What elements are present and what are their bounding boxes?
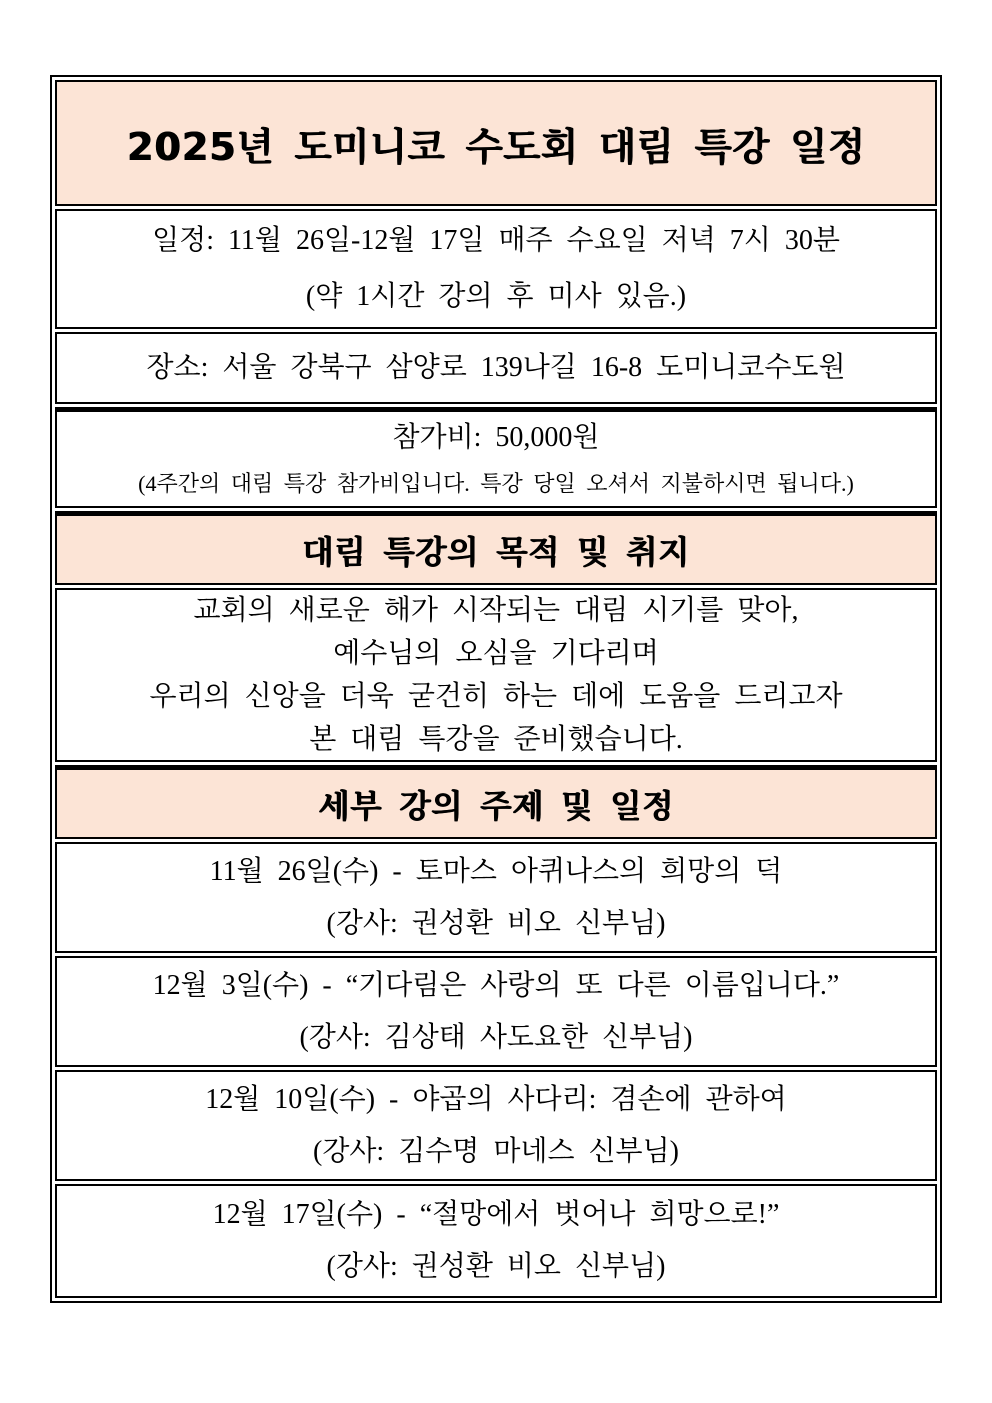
lecture-speaker: (강사: 권성환 비오 신부님) bbox=[326, 907, 666, 939]
schedule-table bbox=[50, 75, 942, 1303]
fee-row bbox=[55, 407, 937, 508]
location-line: 장소: 서울 강북구 삼양로 139나길 16-8 도미니코수도원 bbox=[146, 352, 846, 383]
title-banner bbox=[55, 80, 937, 206]
schedule-line-2: (약 1시간 강의 후 미사 있음.) bbox=[305, 281, 687, 312]
details-header-title: 세부 강의 주제 및 일정 bbox=[318, 786, 674, 825]
location-row bbox=[55, 332, 937, 404]
lecture-title: 12월 10일(수) - 야곱의 사다리: 겸손에 관하여 bbox=[205, 1083, 787, 1115]
purpose-body bbox=[55, 588, 937, 762]
lecture-row-1 bbox=[55, 842, 937, 953]
purpose-line: 우리의 신앙을 더욱 굳건히 하는 데에 도움을 드리고자 bbox=[149, 681, 843, 712]
schedule-line-1: 일정: 11월 26일-12월 17일 매주 수요일 저녁 7시 30분 bbox=[152, 225, 840, 256]
purpose-line: 본 대림 특강을 준비했습니다. bbox=[309, 724, 683, 755]
lecture-speaker: (강사: 권성환 비오 신부님) bbox=[326, 1251, 666, 1282]
purpose-line: 예수님의 오심을 기다리며 bbox=[333, 638, 659, 669]
lecture-speaker: (강사: 김수명 마네스 신부님) bbox=[313, 1135, 679, 1167]
purpose-header-title: 대림 특강의 목적 및 취지 bbox=[302, 532, 690, 571]
lecture-row-3 bbox=[55, 1070, 937, 1181]
schedule-row bbox=[55, 209, 937, 329]
lecture-row-2 bbox=[55, 956, 937, 1067]
details-header-banner bbox=[55, 765, 937, 839]
lecture-title: 12월 3일(수) - “기다림은 사랑의 또 다른 이름입니다.” bbox=[152, 969, 840, 1001]
lecture-row-4 bbox=[55, 1184, 937, 1298]
lecture-title: 12월 17일(수) - “절망에서 벗어나 희망으로!” bbox=[212, 1199, 780, 1230]
fee-note: (4주간의 대림 특강 참가비입니다. 특강 당일 오셔서 지불하시면 됩니다.) bbox=[138, 471, 854, 496]
lecture-speaker: (강사: 김상태 사도요한 신부님) bbox=[299, 1021, 693, 1053]
fee-line: 참가비: 50,000원 bbox=[392, 422, 600, 453]
lecture-title: 11월 26일(수) - 토마스 아퀴나스의 희망의 덕 bbox=[209, 855, 783, 887]
purpose-line: 교회의 새로운 해가 시작되는 대림 시기를 맞아, bbox=[193, 595, 799, 626]
document-title: 2025년 도미니코 수도회 대림 특강 일정 bbox=[126, 124, 866, 169]
purpose-header-banner bbox=[55, 511, 937, 585]
